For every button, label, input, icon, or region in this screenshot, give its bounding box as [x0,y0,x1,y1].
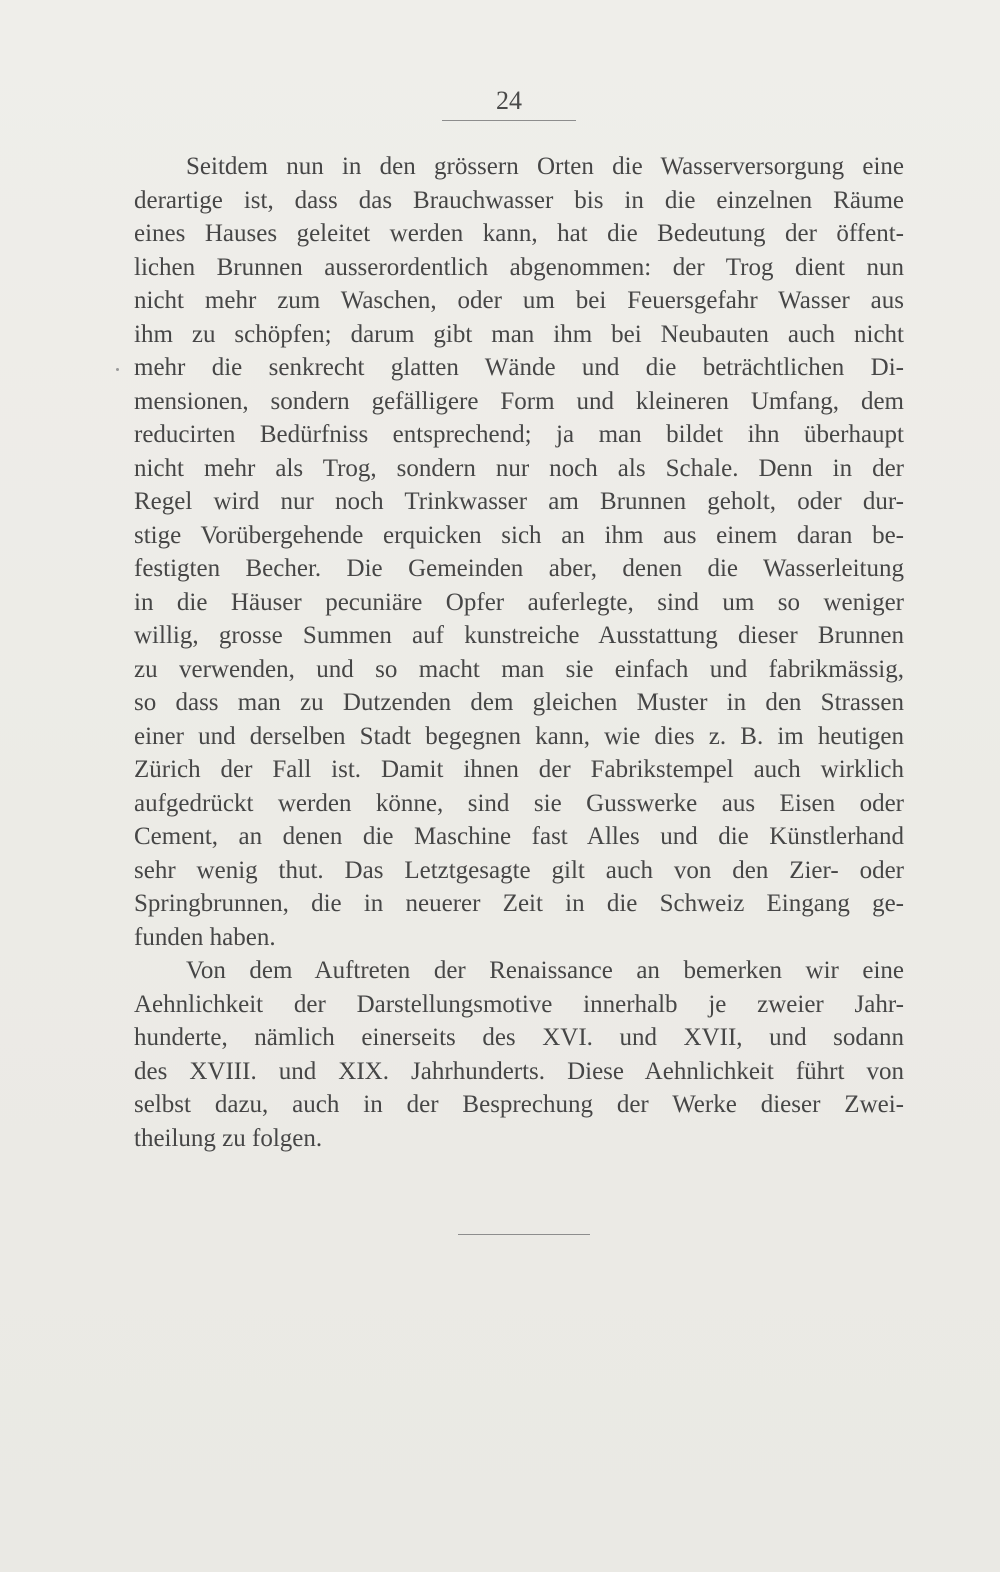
text-line: Aehnlichkeit der Darstellungsmotive innerhalb je zweier Jahr- [134,990,904,1018]
text-line: hunderte, nämlich einerseits des XVI. und XVII, und sodann [134,1024,904,1051]
header-rule [442,120,576,121]
text-line: einer und derselben Stadt begegnen kann, wie dies z. B. im heutigen [134,722,904,750]
text-line: selbst dazu, auch in der Besprechung der Werke dieser Zwei- [134,1091,904,1118]
text-line: des XVIII. und XIX. Jahrhunderts. Diese Aehnlichkeit führt von [134,1057,904,1085]
text-line: reducirten Bedürfniss entsprechend; ja man bildet ihn überhaupt [134,421,904,448]
text-line: festigten Becher. Die Gemeinden aber, denen die Wasserleitung [134,555,904,582]
text-line: zu verwenden, und so macht man sie einfach und fabrikmässig, [134,655,904,683]
text-line: in die Häuser pecuniäre Opfer auferlegte, sind um so weniger [134,588,904,616]
page-number: 24 [496,86,522,115]
text-line: ihm zu schöpfen; darum gibt man ihm bei Neubauten auch nicht [134,320,904,348]
text-line: eines Hauses geleitet werden kann, hat die Bedeutung der öffent- [134,220,904,247]
text-line: Von dem Auftreten der Renaissance an bemerken wir eine [186,957,904,984]
text-line: funden haben. [134,923,276,951]
text-line: so dass man zu Dutzenden dem gleichen Muster in den Strassen [134,689,904,716]
text-line: mehr die senkrecht glatten Wände und die beträchtlichen Di- [134,354,904,381]
text-line: lichen Brunnen ausserordentlich abgenommen: der Trog dient nun [134,253,904,281]
paragraph-1 [134,150,904,954]
text-line: Zürich der Fall ist. Damit ihnen der Fabrikstempel auch wirklich [134,756,904,783]
paper-speck [116,368,119,371]
text-line: aufgedrückt werden könne, sind sie Gusswerke aus Eisen oder [134,789,904,817]
body-text [134,150,904,1155]
text-line: theilung zu folgen. [134,1124,323,1152]
text-line: derartige ist, dass das Brauchwasser bis in die einzelnen Räume [134,186,904,214]
text-line: Seitdem nun in den grössern Orten die Wasserversorgung eine [186,153,904,180]
text-line: mensionen, sondern gefälligere Form und kleineren Umfang, dem [134,387,904,415]
text-line: nicht mehr als Trog, sondern nur noch als Schale. Denn in der [134,454,904,482]
text-line: sehr wenig thut. Das Letztgesagte gilt auch von den Zier- oder [134,856,904,884]
text-line: stige Vorübergehende erquicken sich an ihm aus einem daran be- [134,521,904,549]
closing-rule [458,1234,590,1235]
text-line: Cement, an denen die Maschine fast Alles und die Künstlerhand [134,823,904,850]
text-line: willig, grosse Summen auf kunstreiche Ausstattung dieser Brunnen [134,622,904,649]
text-line: Regel wird nur noch Trinkwasser am Brunnen geholt, oder dur- [134,488,904,515]
text-line: nicht mehr zum Waschen, oder um bei Feuersgefahr Wasser aus [134,287,904,314]
paragraph-2 [134,954,904,1155]
text-line: Springbrunnen, die in neuerer Zeit in die Schweiz Eingang ge- [134,890,904,917]
